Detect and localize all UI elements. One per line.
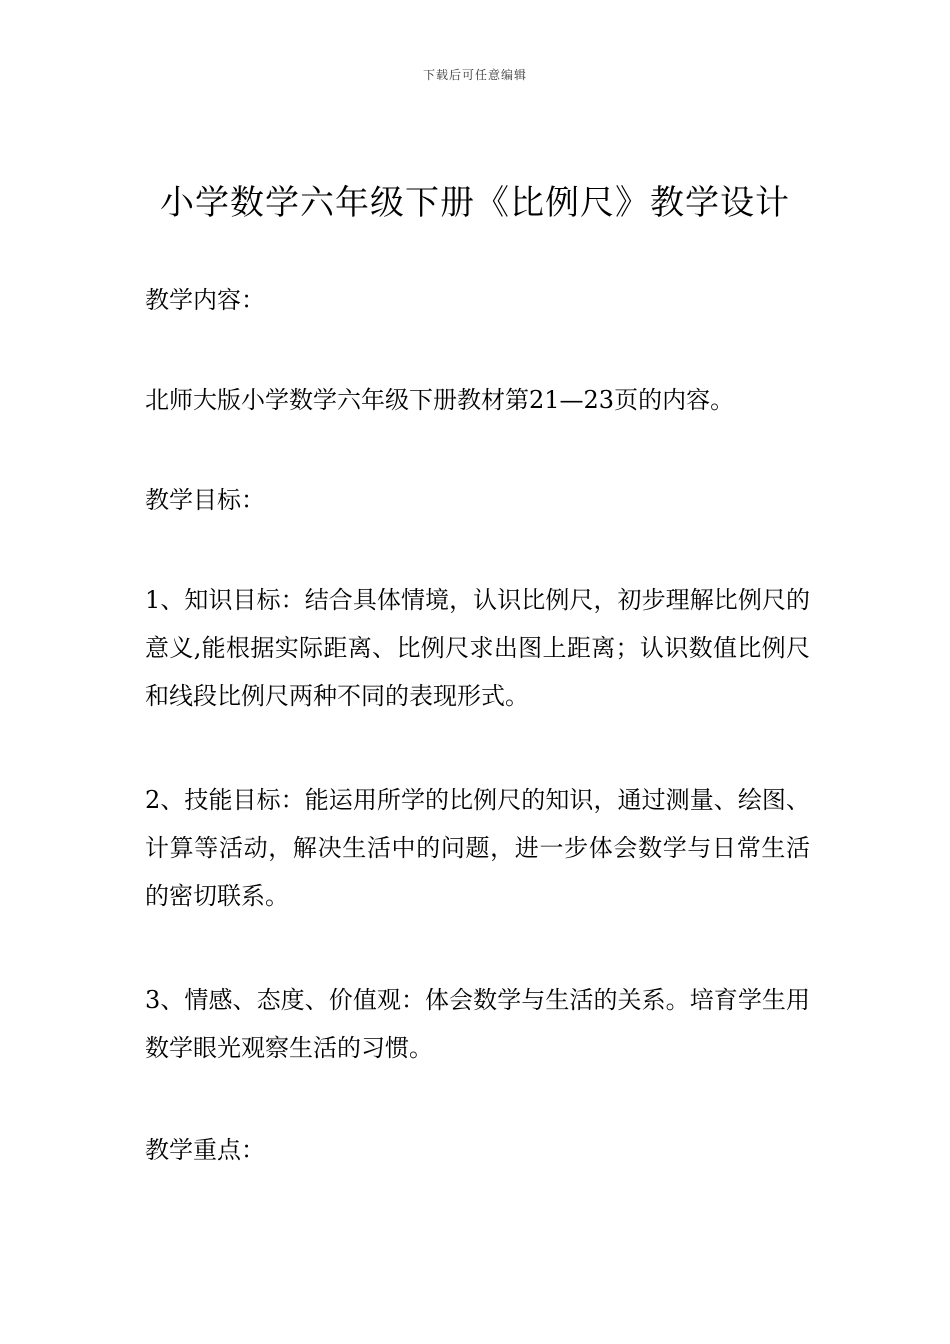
section-heading-content: 教学内容：	[145, 286, 265, 314]
section-heading-objectives: 教学目标：	[145, 486, 265, 514]
paragraph-content-description: 北师大版小学数学六年级下册教材第21—23页的内容。	[145, 386, 735, 414]
paragraph-objective-skills: 2、技能目标：能运用所学的比例尺的知识，通过测量、绘图、计算等活动，解决生活中的问题，进一步体会数学与日常生活的密切联系。	[145, 786, 810, 910]
page-header-note: 下载后可任意编辑	[422, 68, 527, 82]
section-heading-key-points: 教学重点：	[145, 1136, 265, 1164]
paragraph-objective-attitude: 3、情感、态度、价值观：体会数学与生活的关系。培育学生用数学眼光观察生活的习惯。	[145, 986, 810, 1062]
document-title: 小学数学六年级下册《比例尺》教学设计	[160, 183, 790, 223]
paragraph-objective-knowledge: 1、知识目标：结合具体情境，认识比例尺，初步理解比例尺的意义,能根据实际距离、比例尺求出图上距离；认识数值比例尺和线段比例尺两种不同的表现形式。	[145, 586, 810, 710]
